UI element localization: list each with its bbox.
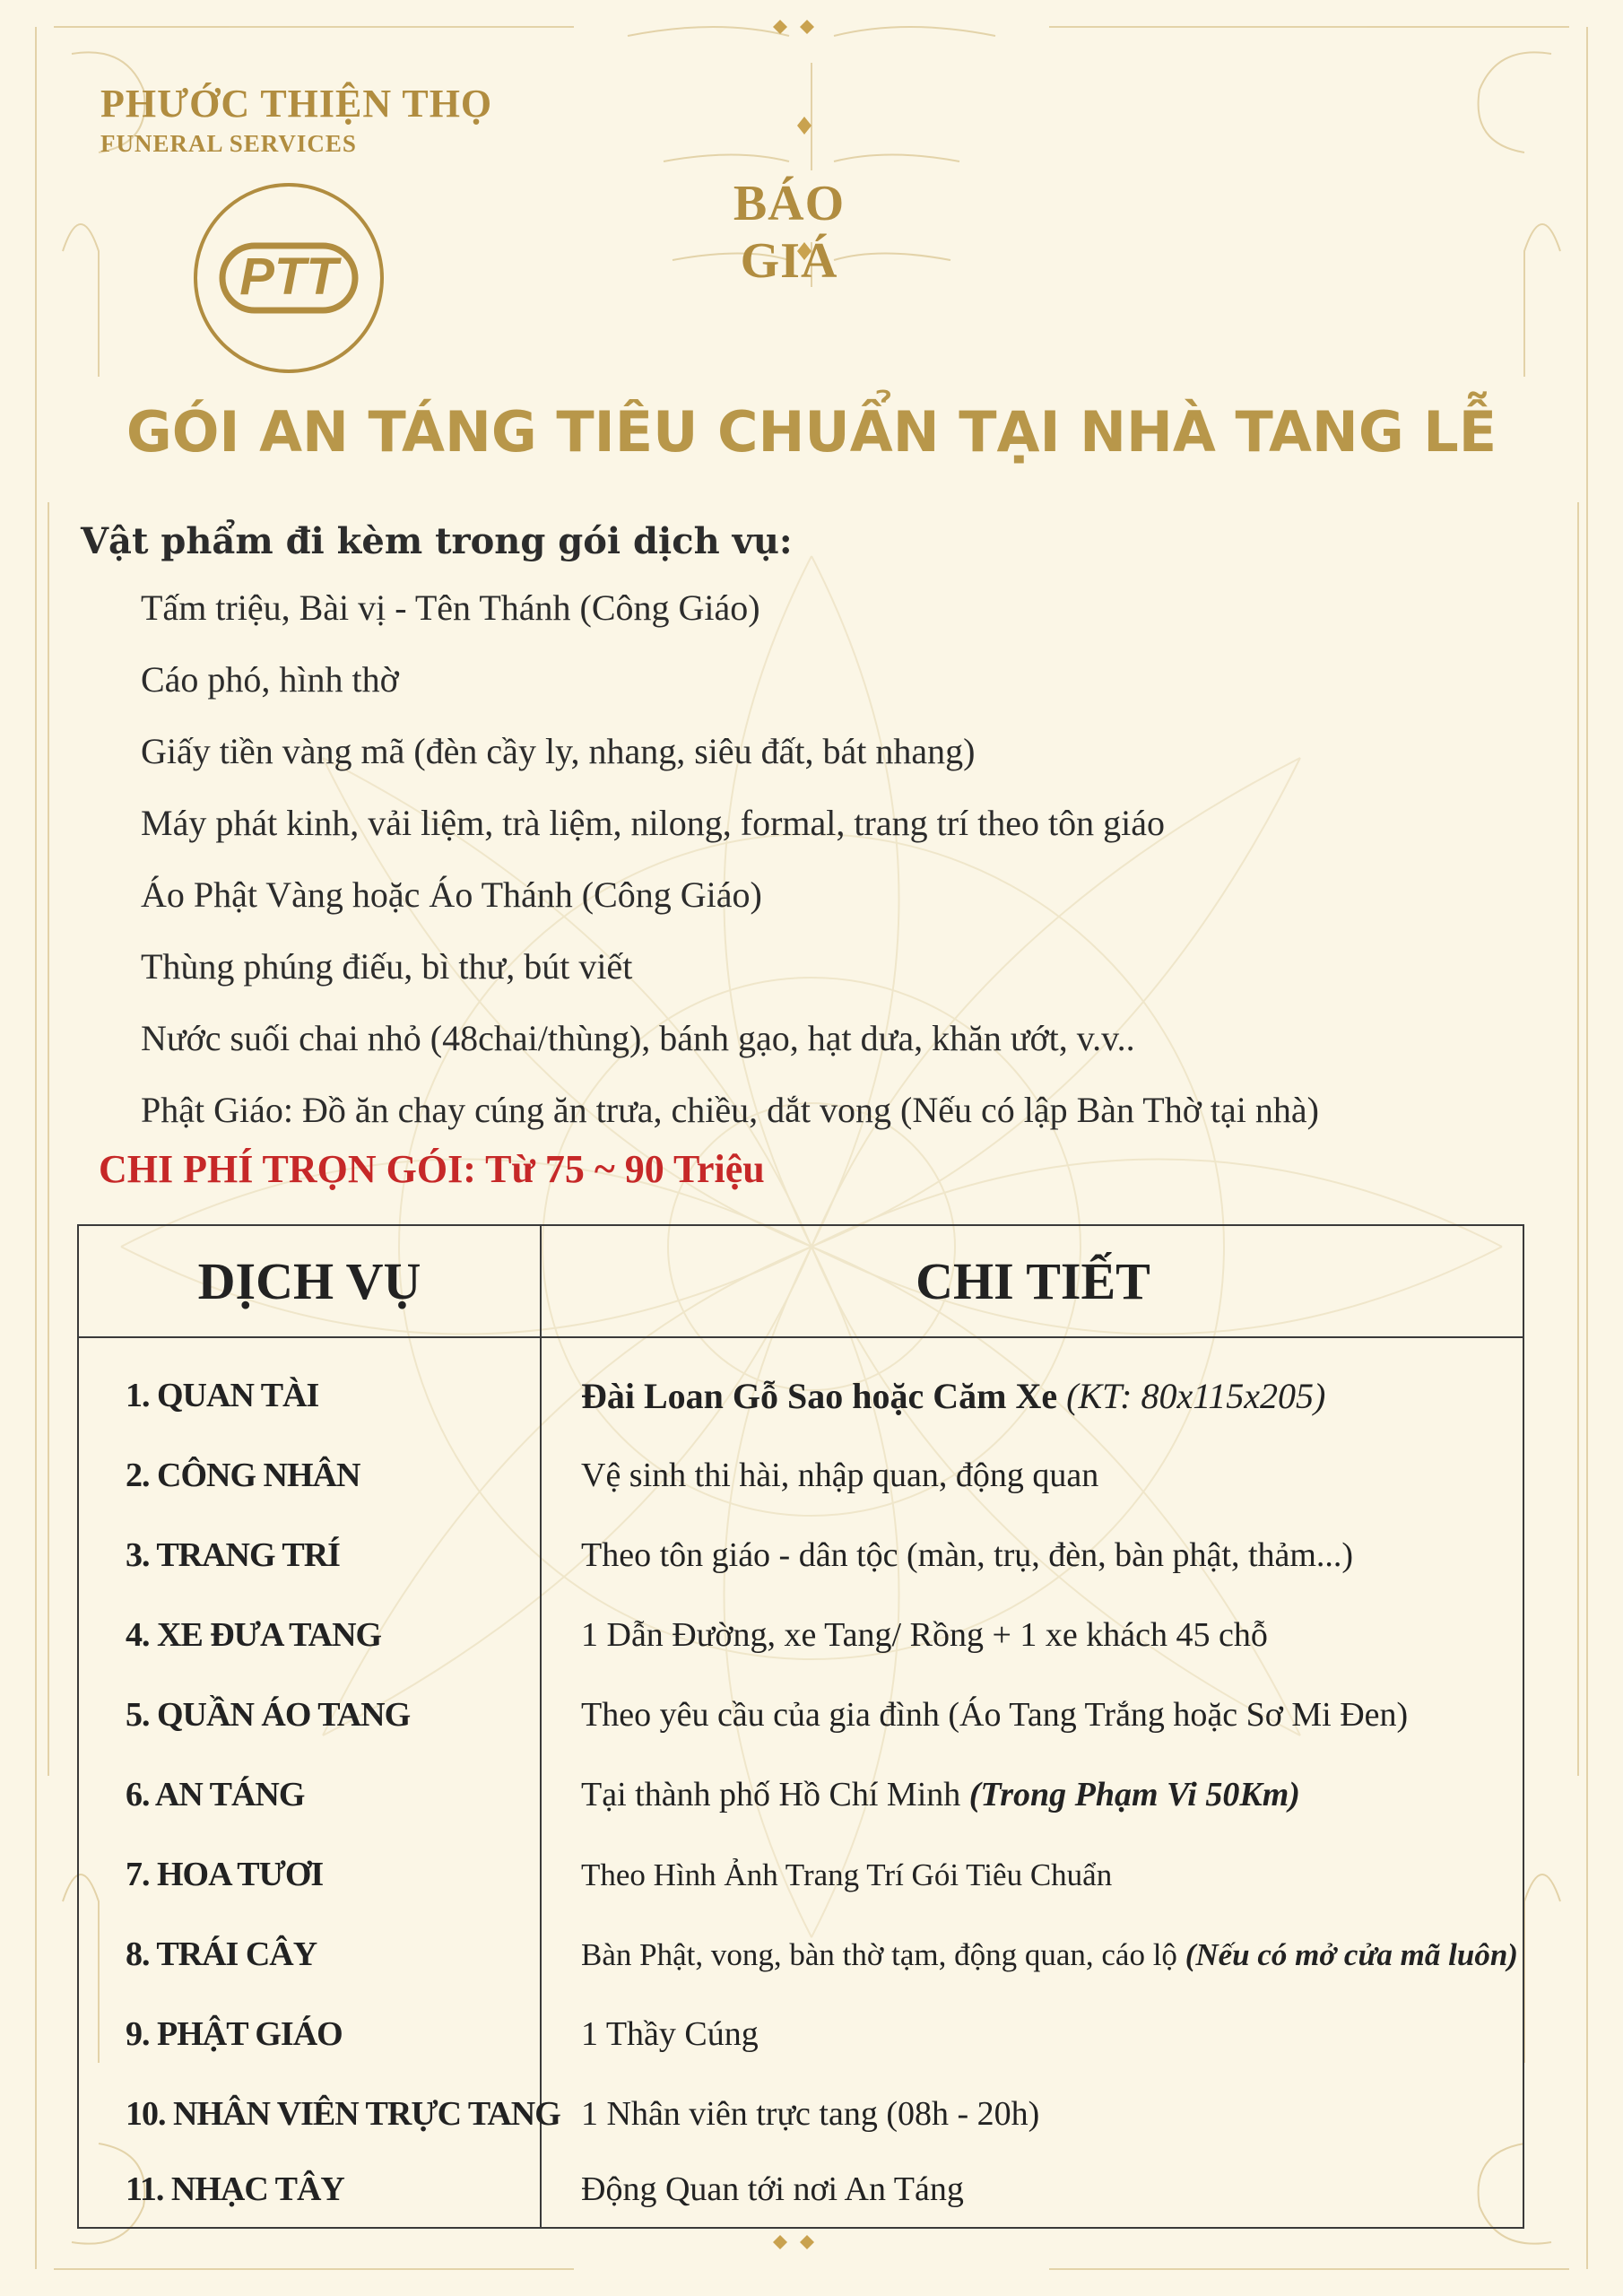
header-divider <box>79 1336 1523 1338</box>
table-row <box>79 2074 1523 2154</box>
quote-title: BÁO GIÁ <box>733 176 846 289</box>
service-name: 2. CÔNG NHÂN <box>126 1457 360 1494</box>
list-item: Nước suối chai nhỏ (48chai/thùng), bánh gạo, hạt dưa, khăn ướt, v.v.. <box>141 1018 1135 1058</box>
logo <box>190 179 387 377</box>
service-name: 9. PHẬT GIÁO <box>126 2015 343 2053</box>
items-list <box>141 581 1319 1155</box>
header-detail: CHI TIẾT <box>916 1252 1150 1310</box>
list-item: Tấm triệu, Bài vị - Tên Thánh (Công Giáo) <box>141 587 760 628</box>
table-row <box>79 1995 1523 2074</box>
service-name: 1. QUAN TÀI <box>126 1377 319 1414</box>
service-name: 4. XE ĐƯA TANG <box>126 1616 382 1654</box>
service-name: 3. TRANG TRÍ <box>126 1536 340 1574</box>
services-table <box>77 1224 1524 2229</box>
table-row <box>79 1915 1523 1995</box>
table-row <box>79 1675 1523 1755</box>
service-detail: Bàn Phật, vong, bàn thờ tạm, động quan, cáo lộ (Nếu có mở cửa mã luôn) <box>581 1937 1518 1972</box>
service-name: 10. NHÂN VIÊN TRỰC TANG <box>126 2095 560 2133</box>
service-name: 5. QUẦN ÁO TANG <box>126 1696 411 1734</box>
header-service: DỊCH VỤ <box>197 1252 421 1310</box>
table-row <box>79 2150 1523 2230</box>
table-row <box>79 1356 1523 1436</box>
service-detail: Theo tôn giáo - dân tộc (màn, trụ, đèn, bàn phật, thảm...) <box>581 1536 1354 1574</box>
table-row <box>79 1596 1523 1675</box>
brand-subtitle: FUNERAL SERVICES <box>100 130 357 157</box>
service-detail: Theo yêu cầu của gia đình (Áo Tang Trắng hoặc Sơ Mi Đen) <box>581 1696 1409 1734</box>
table-row <box>79 1755 1523 1835</box>
service-detail: Vệ sinh thi hài, nhập quan, động quan <box>581 1457 1099 1494</box>
list-item: Phật Giáo: Đồ ăn chay cúng ăn trưa, chiều, dắt vong (Nếu có lập Bàn Thờ tại nhà) <box>141 1090 1319 1130</box>
items-heading: Vật phẩm đi kèm trong gói dịch vụ: <box>81 520 793 562</box>
service-detail: 1 Nhân viên trực tang (08h - 20h) <box>581 2095 1040 2133</box>
service-detail: 1 Thầy Cúng <box>581 2015 759 2053</box>
service-name: 11. NHẠC TÂY <box>126 2170 344 2208</box>
service-name: 7. HOA TƯƠI <box>126 1856 324 1893</box>
service-detail: 1 Dẫn Đường, xe Tang/ Rồng + 1 xe khách 45 chỗ <box>581 1616 1268 1654</box>
table-row <box>79 1436 1523 1516</box>
package-title: GÓI AN TÁNG TIÊU CHUẨN TẠI NHÀ TANG LỄ <box>126 399 1497 465</box>
table-row <box>79 1516 1523 1596</box>
list-item: Thùng phúng điếu, bì thư, bút viết <box>141 946 633 987</box>
list-item: Cáo phó, hình thờ <box>141 659 399 700</box>
brand-name: PHƯỚC THIỆN THỌ <box>100 82 493 126</box>
service-detail: Theo Hình Ảnh Trang Trí Gói Tiêu Chuẩn <box>581 1857 1113 1892</box>
list-item: Giấy tiền vàng mã (đèn cầy ly, nhang, siêu đất, bát nhang) <box>141 731 976 771</box>
service-detail: Đài Loan Gỗ Sao hoặc Căm Xe (KT: 80x115x205) <box>581 1376 1326 1416</box>
package-price: CHI PHÍ TRỌN GÓI: Từ 75 ~ 90 Triệu <box>99 1147 765 1191</box>
service-detail: Tại thành phố Hồ Chí Minh (Trong Phạm Vi 50Km) <box>581 1776 1300 1813</box>
list-item: Máy phát kinh, vải liệm, trà liệm, nilong, formal, trang trí theo tôn giáo <box>141 803 1165 843</box>
table-row <box>79 1835 1523 1915</box>
service-name: 6. AN TÁNG <box>126 1776 305 1813</box>
logo-text: PTT <box>239 248 338 306</box>
service-name: 8. TRÁI CÂY <box>126 1935 317 1973</box>
list-item: Áo Phật Vàng hoặc Áo Thánh (Công Giáo) <box>141 874 762 915</box>
service-detail: Động Quan tới nơi An Táng <box>581 2170 964 2208</box>
